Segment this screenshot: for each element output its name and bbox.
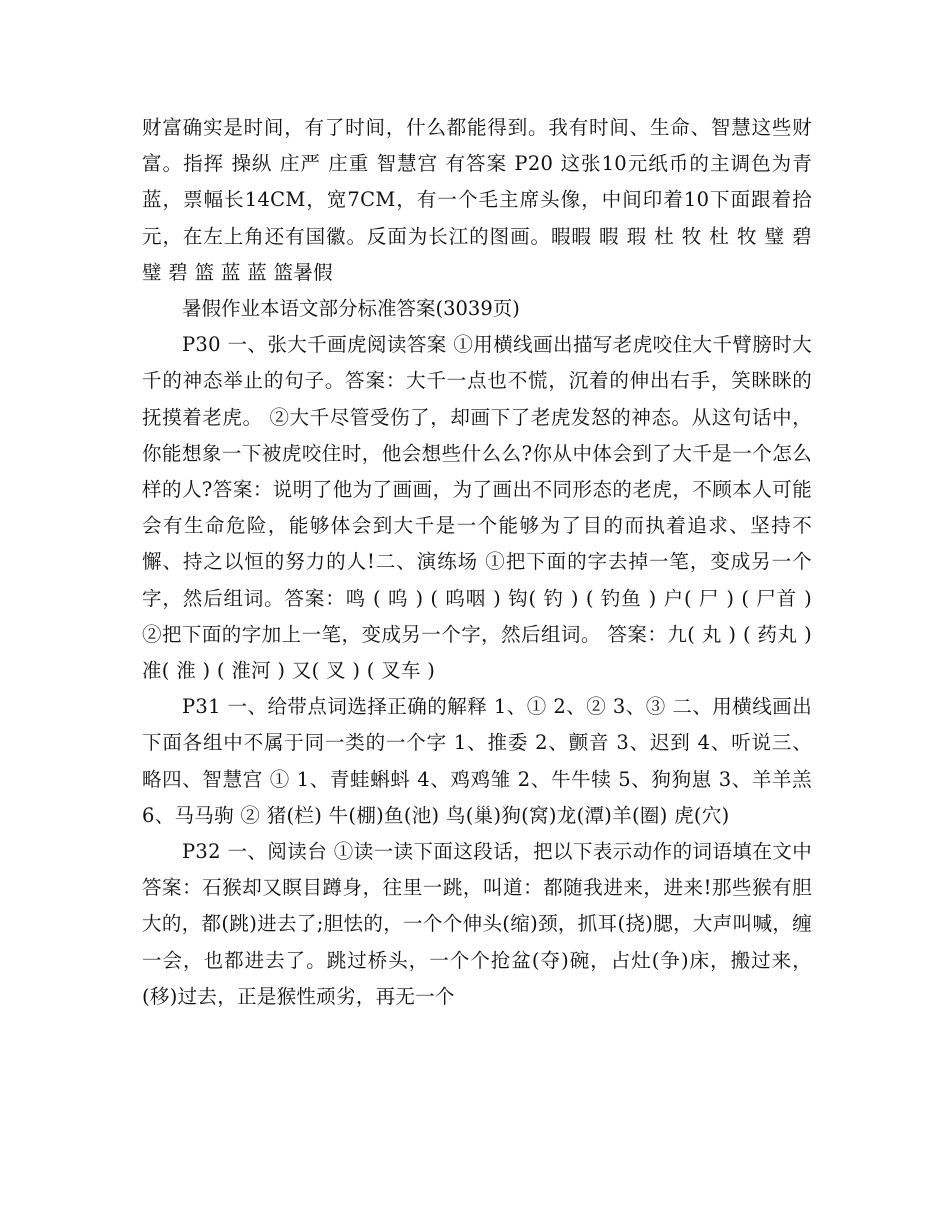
paragraph-p32: P32 一、阅读台 ①读一读下面这段话，把以下表示动作的词语填在文中答案：石猴却又瞑目蹲身，往里一跳，叫道：都随我进来，进来!那些猴有胆大的，都(跳)进去了;胆怯的，一个个伸头(缩)颈，抓耳(挠)腮，大声叫喊，缠一会，也都进去了。跳过桥头，一个个抢盆(夺)碗，占灶(争)床，搬过来，(移)过去，正是猴性顽劣，再无一个 <box>142 840 812 1008</box>
paragraph-intro: 财富确实是时间，有了时间，什么都能得到。我有时间、生命、智慧这些财富。指挥 操纵 庄严 庄重 智慧宫 有答案 P20 这张10元纸币的主调色为青蓝，票幅长14CM，宽7CM，有一个毛主席头像，中间印着10下面跟着拾元，在左上角还有国徽。反面为长江的图画。暇暇 暇 瑕 杜 牧 杜 牧 璧 碧 璧 碧 篮 蓝 蓝 篮暑假 <box>142 116 812 284</box>
paragraph-p30: P30 一、张大千画虎阅读答案 ①用横线画出描写老虎咬住大千臂膀时大千的神态举止的句子。答案：大千一点也不慌，沉着的伸出右手，笑眯眯的抚摸着老虎。 ②大千尽管受伤了，却画下了老虎发怒的神态。从这句话中，你能想象一下被虎咬住时，他会想些什么么?你从中体会到了大千是一个怎么样的人?答案：说明了他为了画画，为了画出不同形态的老虎，不顾本人可能会有生命危险，能够体会到大千是一个能够为了目的而执着追求、坚持不懈、持之以恒的努力的人!二、演练场 ①把下面的字去掉一笔，变成另一个字，然后组词。答案：鸣 ( 呜 ) ( 呜咽 ) 钩( 钓 ) ( 钓鱼 ) 户( 尸 ) ( 尸首 ) ②把下面的字加上一笔，变成另一个字，然后组词。 答案：九( 丸 ) ( 药丸 ) 准( 淮 ) ( 淮河 ) 又( 叉 ) ( 叉车 ) <box>142 333 812 683</box>
section-heading: 暑假作业本语文部分标准答案(3039页) <box>182 297 520 321</box>
paragraph-p31: P31 一、给带点词选择正确的解释 1、① 2、② 3、③ 二、用横线画出下面各组中不属于同一类的一个字 1、推委 2、颤音 3、迟到 4、听说三、略四、智慧宫 ① 1、青蛙蝌蚪 4、鸡鸡雏 2、牛牛犊 5、狗狗崽 3、羊羊羔 6、马马驹 ② 猪(栏) 牛(棚)鱼(池) 鸟(巢)狗(窝)龙(潭)羊(圈) 虎(穴) <box>142 695 812 827</box>
document-page <box>142 110 812 1015</box>
